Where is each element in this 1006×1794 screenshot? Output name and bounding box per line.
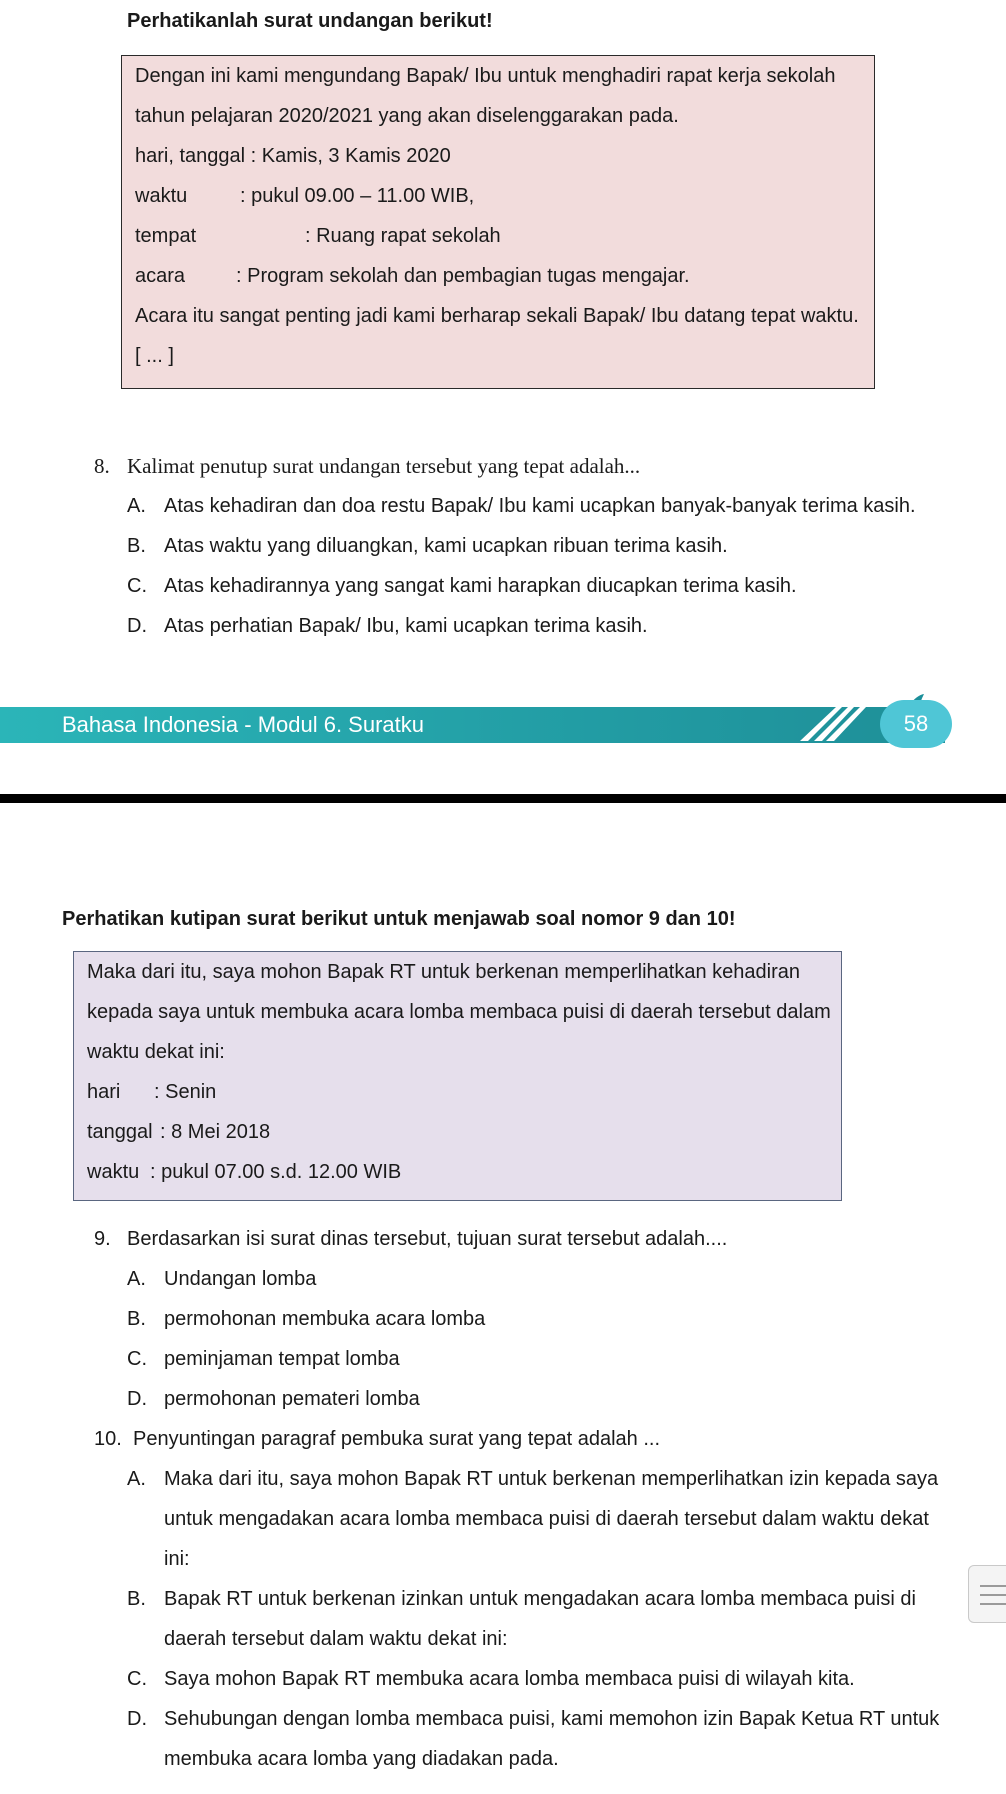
field-label: tanggal [87, 1121, 153, 1143]
section1-heading: Perhatikanlah surat undangan berikut! [127, 10, 493, 32]
option-text: Bapak RT untuk berkenan izinkan untuk mengadakan acara lomba membaca puisi di [164, 1588, 916, 1610]
field-value: : Ruang rapat sekolah [305, 225, 501, 247]
question-number: 9. [94, 1228, 111, 1250]
field-label: waktu [87, 1161, 140, 1183]
option-letter: B. [127, 1308, 146, 1330]
option-text: Sehubungan dengan lomba membaca puisi, kami memohon izin Bapak Ketua RT untuk [164, 1708, 940, 1730]
option-letter: C. [127, 1668, 147, 1690]
letter-line: kepada saya untuk membuka acara lomba membaca puisi di daerah tersebut dalam [87, 1001, 831, 1023]
question-number: 10. [94, 1428, 122, 1450]
letter-line: waktu dekat ini: [87, 1041, 225, 1063]
option-text: Atas waktu yang diluangkan, kami ucapkan ribuan terima kasih. [164, 535, 728, 557]
field-value: : pukul 09.00 – 11.00 WIB, [240, 185, 475, 207]
letter-line: Maka dari itu, saya mohon Bapak RT untuk berkenan memperlihatkan kehadiran [87, 961, 800, 983]
option-letter: A. [127, 1468, 146, 1490]
question-text: Penyuntingan paragraf pembuka surat yang tepat adalah ... [133, 1428, 661, 1450]
field-value: : pukul 07.00 s.d. 12.00 WIB [150, 1161, 402, 1183]
field-value: : Program sekolah dan pembagian tugas mengajar. [236, 265, 690, 287]
page-number: 58 [880, 700, 952, 748]
option-text: Maka dari itu, saya mohon Bapak RT untuk berkenan memperlihatkan izin kepada saya [164, 1468, 939, 1490]
field-value: : Senin [154, 1081, 217, 1103]
letter-ellipsis: [ ... ] [135, 345, 174, 367]
letter-line: tahun pelajaran 2020/2021 yang akan diselenggarakan pada. [135, 105, 679, 127]
field-value: : 8 Mei 2018 [160, 1121, 271, 1143]
option-letter: B. [127, 535, 146, 557]
footer-title: Bahasa Indonesia - Modul 6. Suratku [62, 712, 425, 737]
option-letter: D. [127, 1388, 147, 1410]
page-divider [0, 794, 1006, 803]
letter-line: Dengan ini kami mengundang Bapak/ Ibu untuk menghadiri rapat kerja sekolah [135, 65, 836, 87]
option-text: Saya mohon Bapak RT membuka acara lomba membaca puisi di wilayah kita. [164, 1668, 855, 1690]
field-label: acara [135, 265, 186, 287]
question-text: Kalimat penutup surat undangan tersebut yang tepat adalah... [127, 454, 641, 478]
question-text: Berdasarkan isi surat dinas tersebut, tujuan surat tersebut adalah.... [127, 1228, 728, 1250]
option-letter: D. [127, 1708, 147, 1730]
option-text: permohonan pemateri lomba [164, 1388, 420, 1410]
option-text: ini: [164, 1548, 190, 1570]
option-text: Undangan lomba [164, 1268, 317, 1290]
option-text: permohonan membuka acara lomba [164, 1308, 486, 1330]
option-letter: C. [127, 1348, 147, 1370]
question-number: 8. [94, 454, 110, 478]
letter-closing-line: Acara itu sangat penting jadi kami berharap sekali Bapak/ Ibu datang tepat waktu. [135, 305, 859, 327]
option-letter: B. [127, 1588, 146, 1610]
field-label: waktu [135, 185, 188, 207]
option-letter: C. [127, 575, 147, 597]
option-text: Atas kehadirannya yang sangat kami harapkan diucapkan terima kasih. [164, 575, 797, 597]
section2-heading: Perhatikan kutipan surat berikut untuk menjawab soal nomor 9 dan 10! [62, 908, 736, 930]
option-text: Atas perhatian Bapak/ Ibu, kami ucapkan terima kasih. [164, 615, 648, 637]
option-text: peminjaman tempat lomba [164, 1348, 400, 1370]
field-label: tempat [135, 225, 197, 247]
field-label: hari [87, 1081, 121, 1103]
option-text: Atas kehadiran dan doa restu Bapak/ Ibu kami ucapkan banyak-banyak terima kasih. [164, 495, 916, 517]
option-text: daerah tersebut dalam waktu dekat ini: [164, 1628, 508, 1650]
option-letter: A. [127, 1268, 146, 1290]
letter-line: hari, tanggal : Kamis, 3 Kamis 2020 [135, 145, 451, 167]
side-menu-handle-icon[interactable] [968, 1565, 1006, 1623]
option-letter: A. [127, 495, 146, 517]
option-text: untuk mengadakan acara lomba membaca puisi di daerah tersebut dalam waktu dekat [164, 1508, 929, 1530]
option-letter: D. [127, 615, 147, 637]
option-text: membuka acara lomba yang diadakan pada. [164, 1748, 559, 1770]
